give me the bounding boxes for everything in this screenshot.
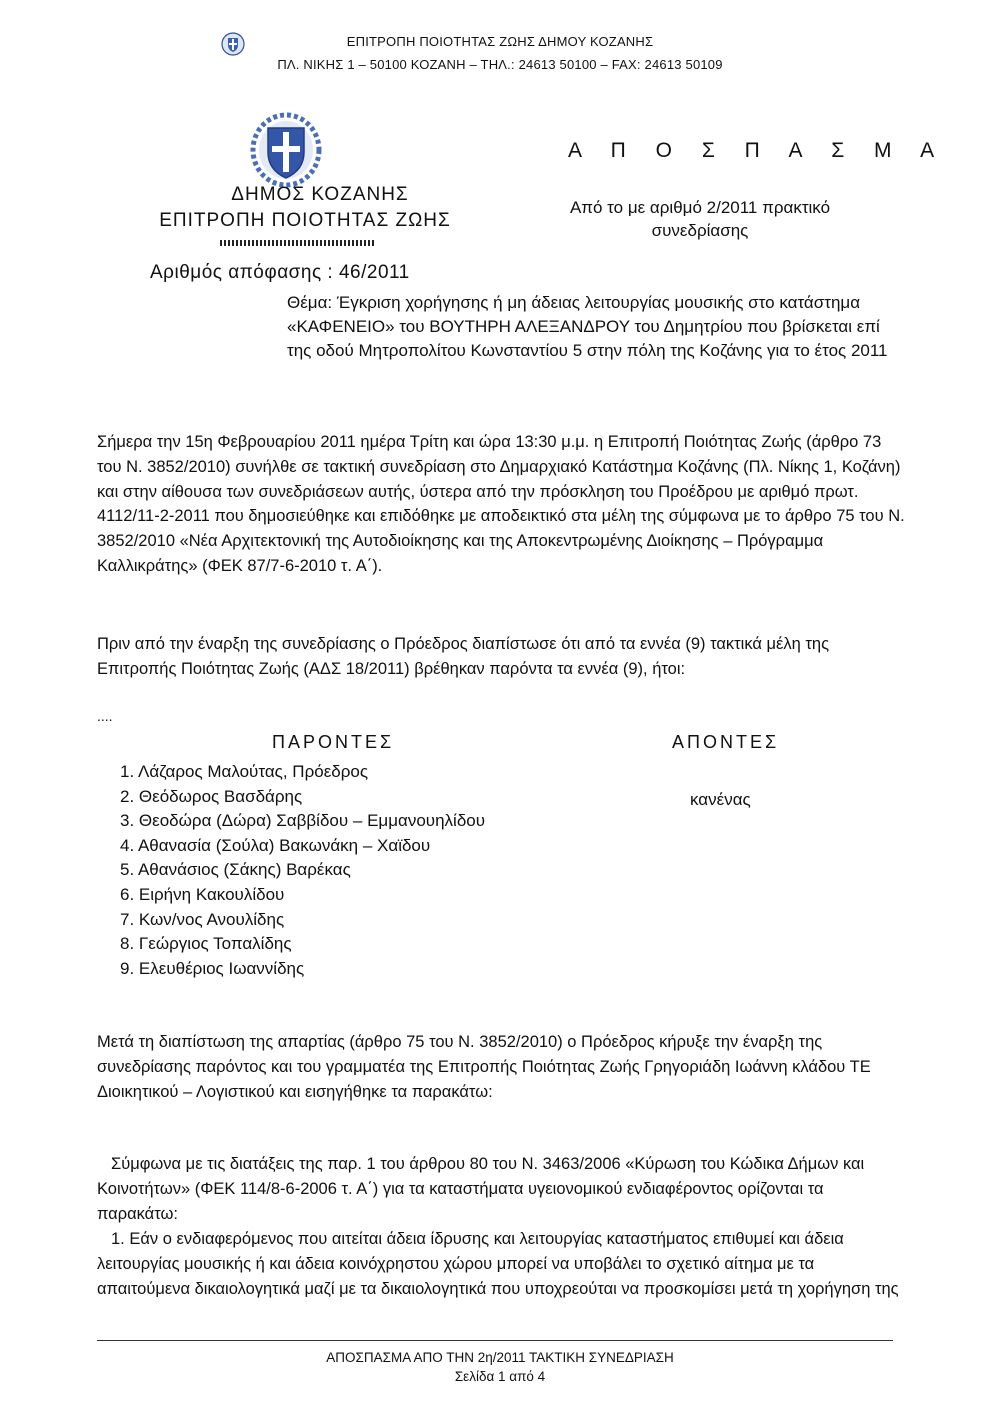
- list-item: 4. Αθανασία (Σούλα) Βακωνάκη – Χαϊδου: [120, 835, 431, 855]
- list-item: 1. Λάζαρος Μαλούτας, Πρόεδρος: [120, 762, 369, 781]
- list-item: 6. Ειρήνη Κακουλίδου: [120, 884, 285, 904]
- present-heading: ΠΑΡΟΝΤΕΣ: [272, 732, 395, 752]
- decision-number: Αριθμός απόφασης : 46/2011: [150, 262, 410, 283]
- list-item: 7. Κων/νος Ανουλίδης: [120, 909, 285, 929]
- coat-of-arms-icon: [250, 112, 322, 188]
- header-line-2: ΠΛ. ΝΙΚΗΣ 1 – 50100 ΚΟΖΑΝΗ – ΤΗΛ.: 24613 50100 – FAX: 24613 50109: [277, 57, 723, 72]
- committee-name: ΕΠΙΤΡΟΠΗ ΠΟΙΟΤΗΤΑΣ ΖΩΗΣ: [159, 210, 451, 231]
- paragraph-opening: Μετά τη διαπίστωση της απαρτίας (άρθρο 75 του Ν. 3852/2010) ο Πρόεδρος κήρυξε την έναρξη της συνεδρίασης παρόντος και του γραμματέα της Επιτροπής Ποιότητας Ζωής Γρηγοριάδη Ιωάννη κλάδου ΤΕ Διοικητικού – Λογιστικού και εισηγήθηκε τα παρακάτω:: [97, 1033, 871, 1101]
- absent-heading: ΑΠΟΝΤΕΣ: [672, 732, 780, 752]
- present-members-list: [120, 760, 620, 981]
- list-item: 3. Θεοδώρα (Δώρα) Σαββίδου – Εμμανουηλίδου: [120, 811, 486, 831]
- list-item: 5. Αθανάσιος (Σάκης) Βαρέκας: [120, 860, 351, 880]
- paragraph-provision-1: 1. Εάν ο ενδιαφερόμενος που αιτείται άδεια ίδρυσης και λειτουργίας καταστήματος επιθυμεί και άδεια λειτουργίας μουσικής ή και άδεια κοινόχρηστου χώρου μπορεί να υποβάλει το σχετικό αίτημα με τα απαιτούμενα δικαιολογητικά μαζί με τα δικαιολογητικά που υποχρεούται να προσκομίσει μετά τη χορήγηση της: [97, 1230, 899, 1298]
- separator-line: [220, 240, 375, 246]
- page-number: Σελίδα 1 από 4: [454, 1369, 546, 1384]
- document-subtitle: Από το με αριθμό 2/2011 πρακτικό συνεδρίασης: [569, 198, 831, 240]
- dots-separator: ....: [97, 708, 113, 724]
- header-line-1: ΕΠΙΤΡΟΠΗ ΠΟΙΟΤΗΤΑΣ ΖΩΗΣ ΔΗΜΟΥ ΚΟΖΑΝΗΣ: [346, 34, 654, 49]
- absent-members: κανένας: [690, 790, 751, 809]
- organization-name: ΔΗΜΟΣ ΚΟΖΑΝΗΣ: [231, 184, 409, 205]
- list-item: 2. Θεόδωρος Βασδάρης: [120, 786, 303, 806]
- document-title: Α Π Ο Σ Π Α Σ Μ Α: [568, 139, 947, 162]
- list-item: 9. Ελευθέριος Ιωαννίδης: [120, 958, 305, 978]
- coat-of-arms-small-icon: [221, 32, 245, 56]
- paragraph-quorum: Πριν από την έναρξη της συνεδρίασης ο Πρόεδρος διαπίστωσε ότι από τα εννέα (9) τακτικά μέλη της Επιτροπής Ποιότητας Ζωής (ΑΔΣ 18/2011) βρέθηκαν παρόντα τα εννέα (9), ήτοι:: [97, 635, 830, 678]
- footer-title: ΑΠΟΣΠΑΣΜΑ ΑΠΟ ΤΗΝ 2η/2011 ΤΑΚΤΙΚΗ ΣΥΝΕΔΡΙΑΣΗ: [326, 1350, 674, 1365]
- footer-separator: [97, 1340, 893, 1341]
- subject-paragraph: Θέμα: Έγκριση χορήγησης ή μη άδειας λειτουργίας μουσικής στο κατάστημα «ΚΑΦΕΝΕΙΟ» του ΒΟΥΤΗΡΗ ΑΛΕΞΑΝΔΡΟΥ του Δημητρίου που βρίσκεται επί της οδού Μητροπολίτου Κωνσταντίου 5 στην πόλη της Κοζάνης για το έτος 2011: [287, 293, 888, 360]
- paragraph-meeting-info: Σήμερα την 15η Φεβρουαρίου 2011 ημέρα Τρίτη και ώρα 13:30 μ.μ. η Επιτροπή Ποιότητας Ζωής (άρθρο 73 του Ν. 3852/2010) συνήλθε σε τακτική συνεδρίαση στο Δημαρχιακό Κατάστημα Κοζάνης (Πλ. Νίκης 1, Κοζάνη) και στην αίθουσα των συνεδριάσεων αυτής, ύστερα από την πρόσκληση του Προέδρου με αριθμό πρωτ. 4112/11-2-2011 που δημοσιεύθηκε και επιδόθηκε με αποδεικτικό στα μέλη της σύμφωνα με το άρθρο 75 του Ν. 3852/2010 «Νέα Αρχιτεκτονική της Αυτοδιοίκησης και της Αποκεντρωμένης Διοίκησης – Πρόγραμμα Καλλικράτης» (ΦΕΚ 87/7-6-2010 τ. Α΄).: [97, 433, 905, 575]
- list-item: 8. Γεώργιος Τοπαλίδης: [120, 934, 292, 954]
- paragraph-legal-basis: Σύμφωνα με τις διατάξεις της παρ. 1 του άρθρου 80 του Ν. 3463/2006 «Κύρωση του Κώδικα Δήμων και Κοινοτήτων» (ΦΕΚ 114/8-6-2006 τ. Α΄) για τα καταστήματα υγειονομικού ενδιαφέροντος ορίζονται τα παρακάτω:: [97, 1155, 865, 1223]
